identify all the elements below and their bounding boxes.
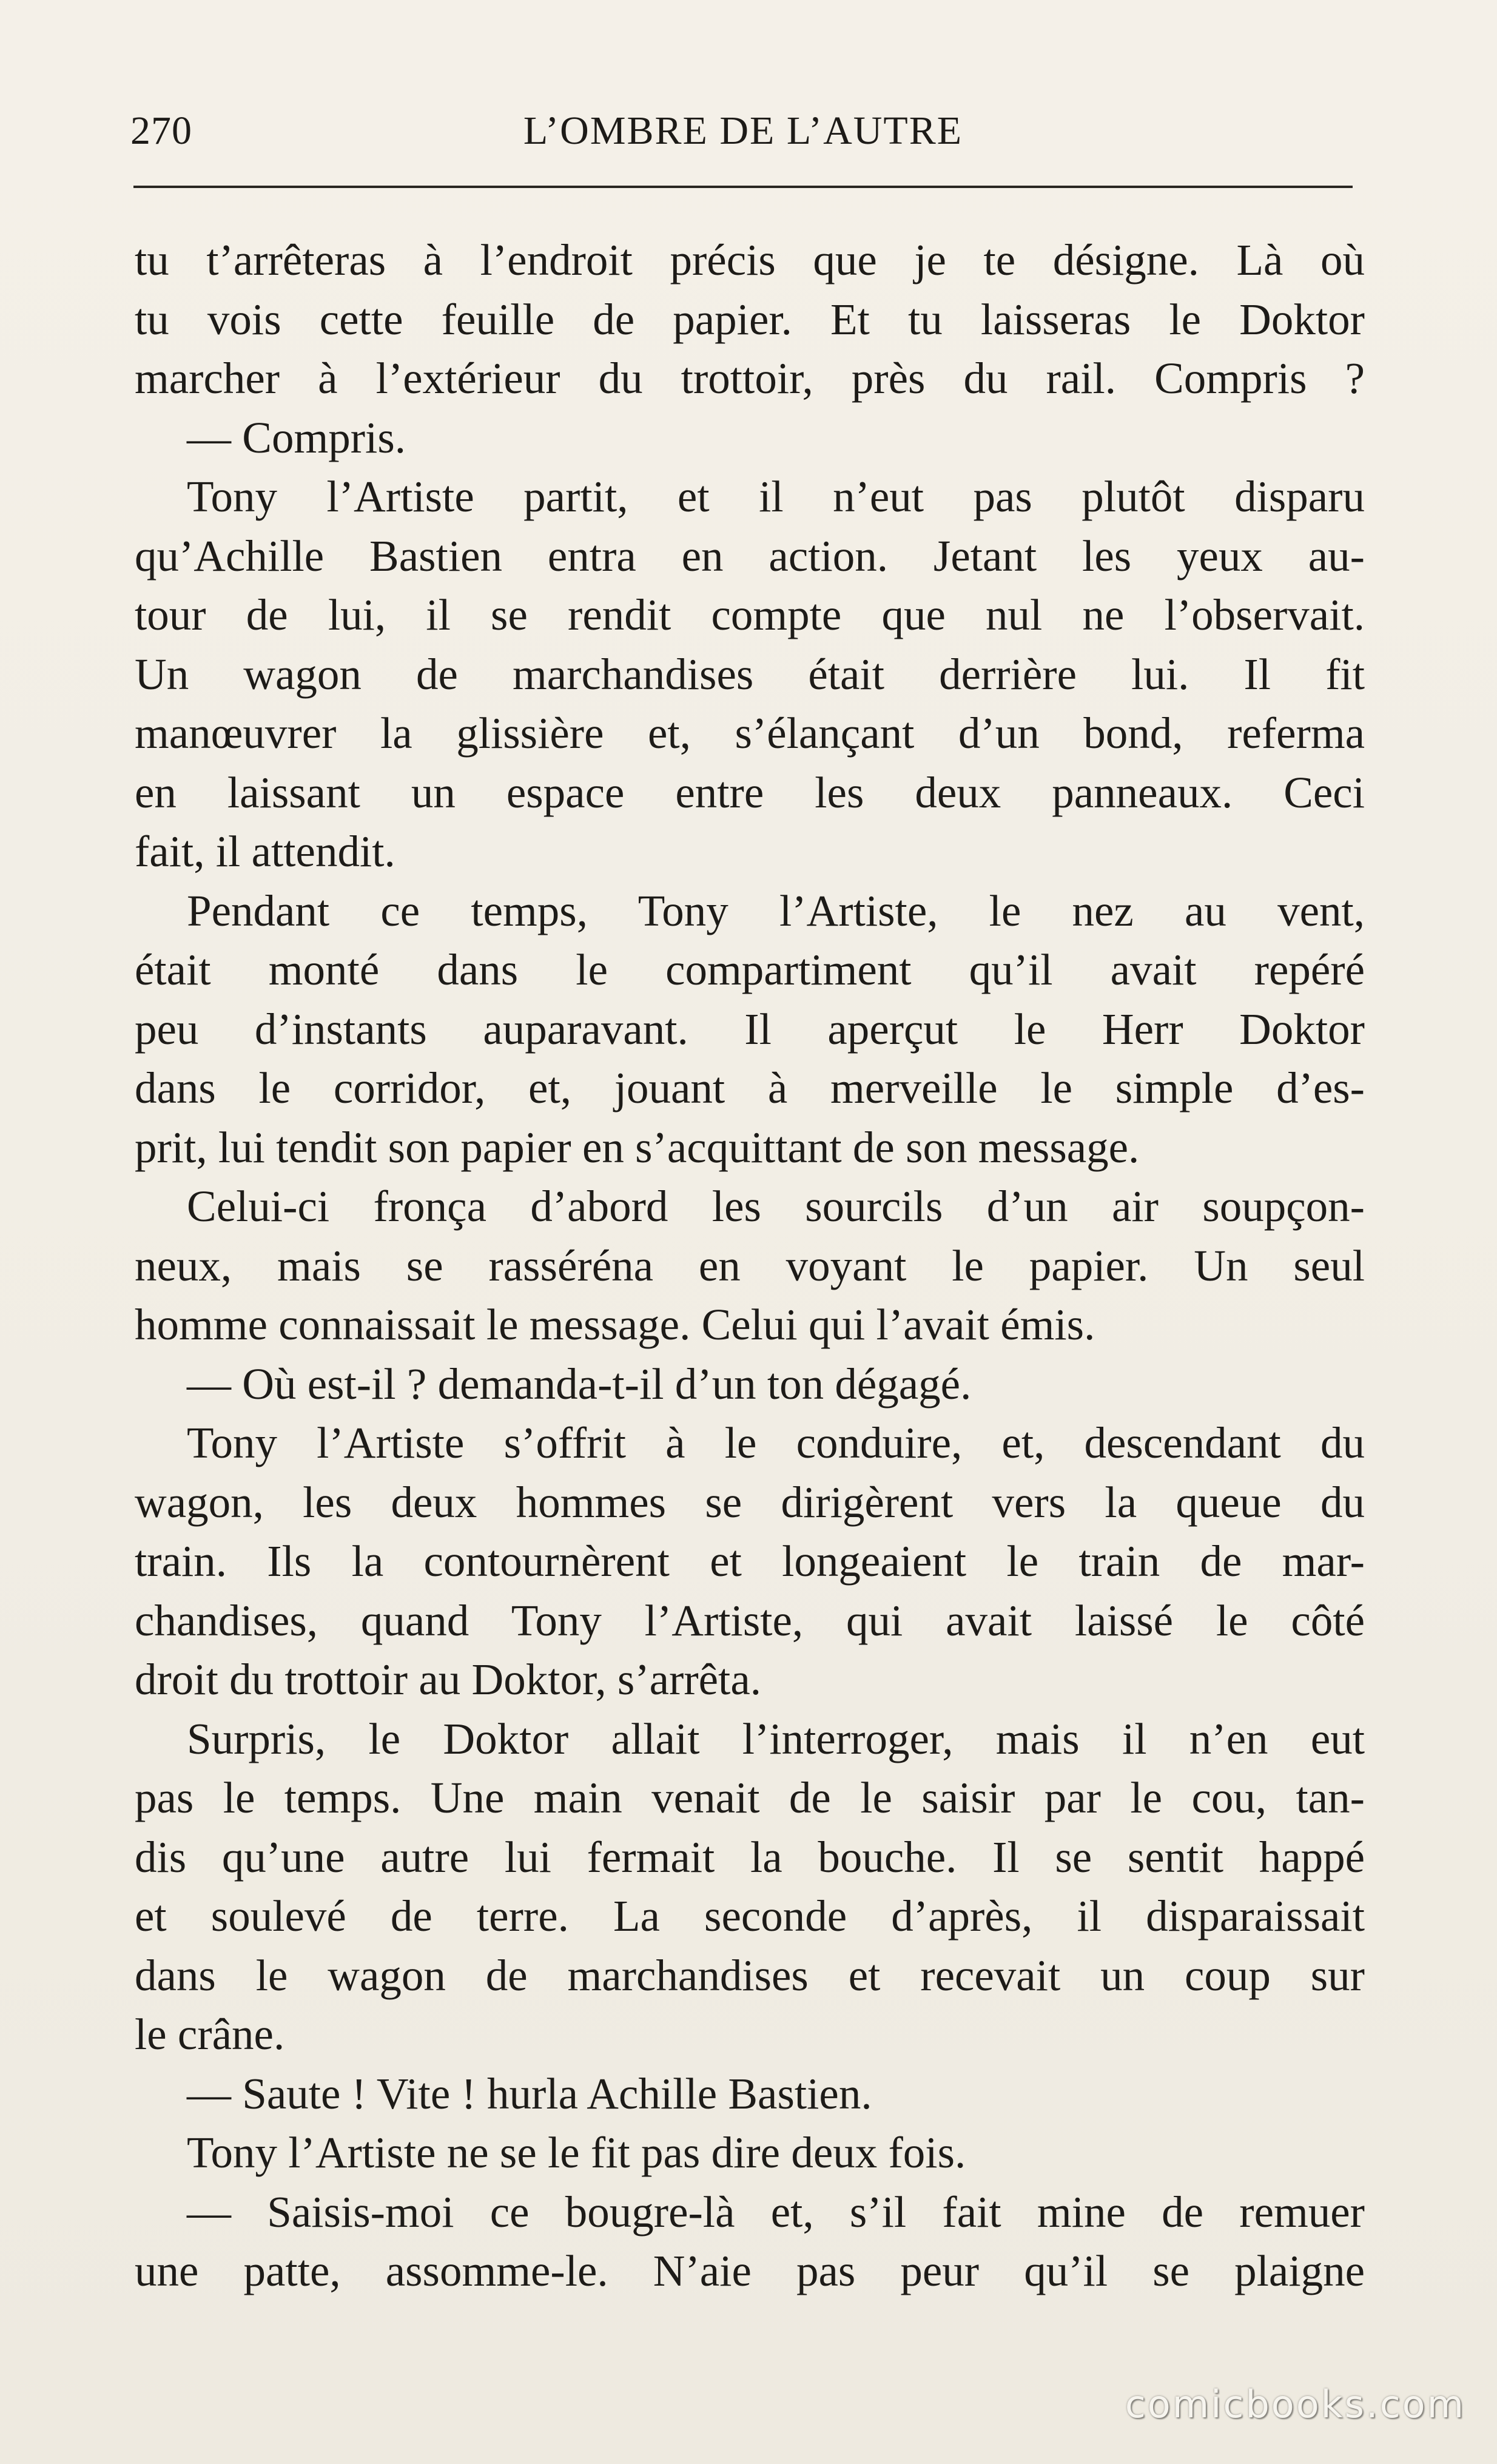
text-line: Pendant ce temps, Tony l’Artiste, le nez au vent, <box>187 886 1365 935</box>
text-line: Celui-ci fronça d’abord les sourcils d’un air soupçon- <box>187 1182 1365 1231</box>
body-text <box>135 231 1365 2301</box>
text-line: Tony l’Artiste s’offrit à le conduire, et, descendant du <box>187 1418 1365 1467</box>
text-line: pas le temps. Une main venait de le saisir par le cou, tan- <box>135 1773 1365 1822</box>
text-line: prit, lui tendit son papier en s’acquittant de son message. <box>135 1122 1140 1172</box>
text-line: dans le corridor, et, jouant à merveille le simple d’es- <box>135 1063 1365 1113</box>
text-line: — Saute ! Vite ! hurla Achille Bastien. <box>187 2068 872 2118</box>
text-line: — Saisis-moi ce bougre-là et, s’il fait mine de remuer <box>187 2187 1365 2237</box>
text-line: marcher à l’extérieur du trottoir, près du rail. Compris ? <box>135 354 1365 403</box>
text-line: tu vois cette feuille de papier. Et tu laisseras le Doktor <box>135 294 1365 344</box>
page-header <box>130 91 1356 158</box>
text-line: droit du trottoir au Doktor, s’arrêta. <box>135 1655 761 1704</box>
watermark: comicbooks.com <box>1125 2382 1465 2426</box>
text-line: tu t’arrêteras à l’endroit précis que je te désigne. Là où <box>135 235 1365 284</box>
running-title: L’OMBRE DE L’AUTRE <box>523 109 963 153</box>
text-line: chandises, quand Tony l’Artiste, qui avait laissé le côté <box>135 1595 1365 1645</box>
text-line: Tony l’Artiste partit, et il n’eut pas plutôt disparu <box>187 472 1365 521</box>
text-line: Surpris, le Doktor allait l’interroger, mais il n’en eut <box>187 1714 1365 1763</box>
text-line: manœuvrer la glissière et, s’élançant d’un bond, referma <box>135 709 1365 758</box>
text-line: wagon, les deux hommes se dirigèrent vers la queue du <box>135 1477 1365 1527</box>
text-line: le crâne. <box>135 2010 285 2059</box>
text-line: Un wagon de marchandises était derrière lui. Il fit <box>135 649 1365 699</box>
text-line: était monté dans le compartiment qu’il avait repéré <box>135 945 1365 994</box>
text-line: une patte, assomme-le. N’aie pas peur qu’il se plaigne <box>135 2246 1365 2295</box>
text-line: peu d’instants auparavant. Il aperçut le Herr Doktor <box>135 1004 1365 1054</box>
text-line: qu’Achille Bastien entra en action. Jetant les yeux au- <box>135 531 1365 581</box>
text-line: et soulevé de terre. La seconde d’après, il disparaissait <box>135 1891 1365 1941</box>
text-line: fait, il attendit. <box>135 827 395 876</box>
text-line: — Où est-il ? demanda-t-il d’un ton dégagé. <box>187 1359 972 1409</box>
text-line: — Compris. <box>187 412 406 462</box>
text-line: en laissant un espace entre les deux panneaux. Ceci <box>135 767 1365 817</box>
text-line: homme connaissait le message. Celui qui l’avait émis. <box>135 1300 1095 1349</box>
text-line: tour de lui, il se rendit compte que nul ne l’observait. <box>135 590 1365 639</box>
text-line: dis qu’une autre lui fermait la bouche. Il se sentit happé <box>135 1832 1365 1882</box>
text-line: dans le wagon de marchandises et recevait un coup sur <box>135 1950 1365 2000</box>
text-line: train. Ils la contournèrent et longeaient le train de mar- <box>135 1537 1365 1586</box>
header-rule <box>133 186 1353 188</box>
text-line: neux, mais se rasséréna en voyant le papier. Un seul <box>135 1240 1365 1290</box>
page-number: 270 <box>130 109 192 153</box>
text-line: Tony l’Artiste ne se le fit pas dire deux fois. <box>187 2128 966 2177</box>
